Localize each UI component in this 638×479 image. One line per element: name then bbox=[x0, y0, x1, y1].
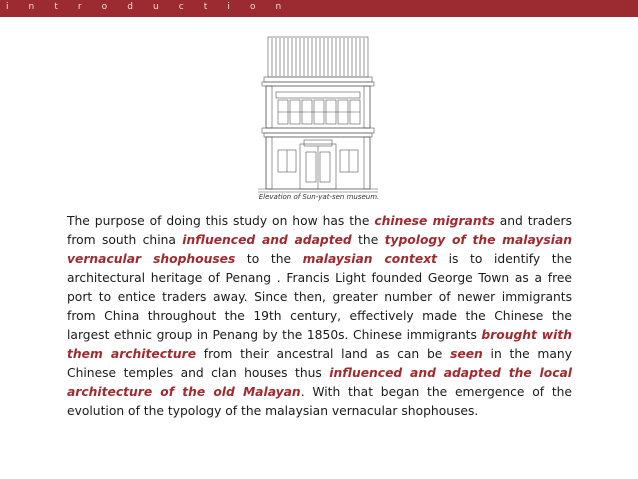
text-segment: from their ancestral land as can be bbox=[196, 347, 451, 361]
highlighted-phrase: influenced and adapted the local architecture of the old Malayan bbox=[67, 366, 572, 399]
text-segment: in the many Chinese temples and clan houses thus bbox=[67, 347, 573, 380]
text-segment: to the bbox=[235, 252, 303, 266]
intro-paragraph bbox=[67, 212, 572, 421]
figure-caption: Elevation of Sun-yat-sen museum. bbox=[258, 193, 380, 201]
highlighted-phrase: malaysian context bbox=[302, 252, 438, 266]
shophouse-elevation-image bbox=[256, 36, 380, 196]
text-segment: is to identify the architectural heritage of Penang . Francis Light founded George Town as a free port to entice traders away. Since then, greater number of newer immigrants from China throughout the 19th century, effectively made the Chinese the largest ethnic group in Penang by the 1850s. Chinese immigrants bbox=[67, 252, 572, 342]
highlighted-phrase: chinese migrants bbox=[374, 214, 495, 228]
text-segment: the bbox=[351, 233, 385, 247]
highlighted-phrase: typology of the malaysian vernacular shophouses bbox=[67, 233, 573, 266]
highlighted-phrase: brought with them architecture bbox=[67, 328, 572, 361]
highlighted-phrase: seen bbox=[450, 347, 483, 361]
header-bar bbox=[0, 0, 638, 17]
text-segment: The purpose of doing this study on how has the bbox=[67, 214, 375, 228]
highlighted-phrase: influenced and adapted bbox=[182, 233, 352, 247]
text-segment: . With that began the emergence of the evolution of the typology of the malaysian vernacular shophouses. bbox=[67, 385, 572, 418]
text-segment: and traders from south china bbox=[67, 214, 572, 247]
section-label: i n t r o d u c t i o n bbox=[6, 2, 290, 12]
